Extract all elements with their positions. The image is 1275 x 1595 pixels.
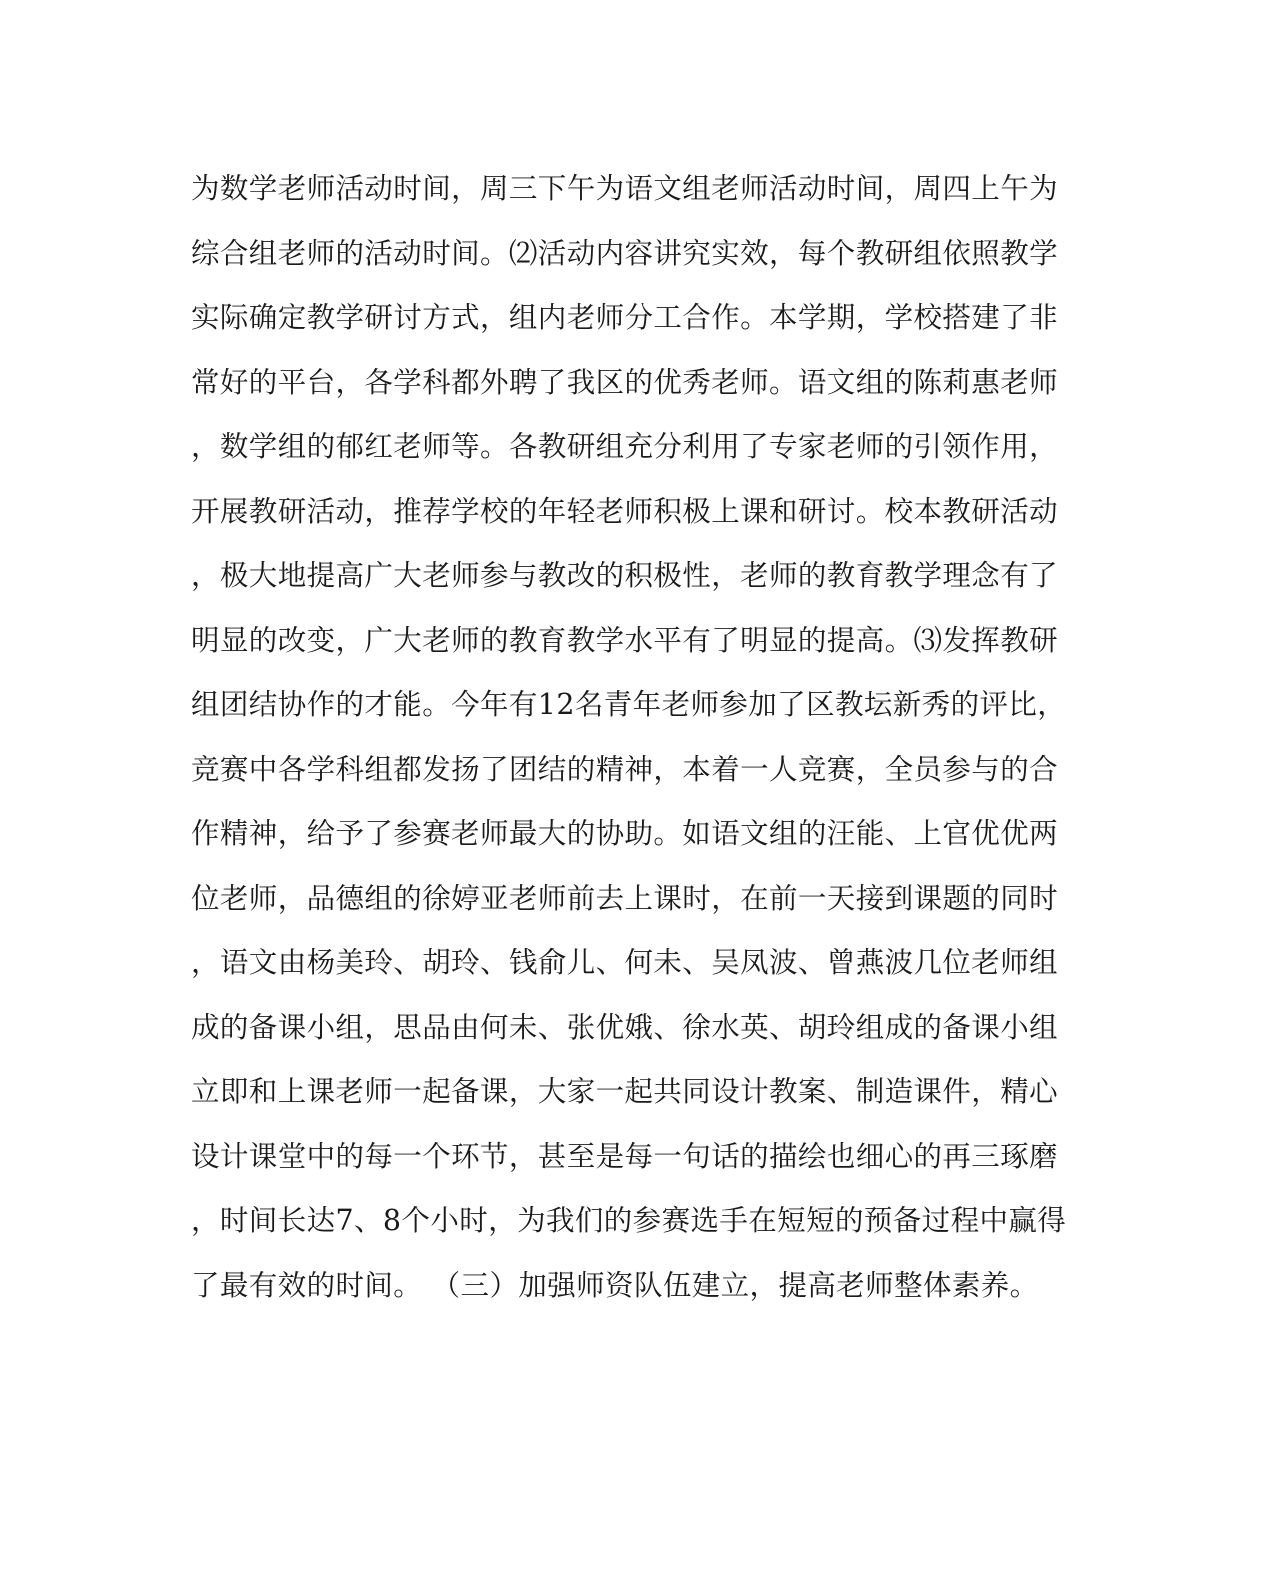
text-line: 常好的平台，各学科都外聘了我区的优秀老师。语文组的陈莉惠老师	[191, 365, 1059, 399]
text-line: 综合组老师的活动时间。⑵活动内容讲究实效，每个教研组依照教学	[191, 236, 1059, 270]
text-line: 竞赛中各学科组都发扬了团结的精神，本着一人竞赛，全员参与的合	[191, 752, 1059, 786]
text-line: 开展教研活动，推荐学校的年轻老师积极上课和研讨。校本教研活动	[191, 494, 1059, 528]
text-line: ，数学组的郁红老师等。各教研组充分利用了专家老师的引领作用，	[191, 430, 1059, 463]
text-line: 为数学老师活动时间，周三下午为语文组老师活动时间，周四上午为	[191, 172, 1059, 205]
body-text	[191, 157, 1067, 1318]
text-line: ，语文由杨美玲、胡玲、钱俞儿、何未、吴凤波、曾燕波几位老师组	[191, 946, 1059, 979]
text-line: 了最有效的时间。 （三）加强师资队伍建立，提高老师整体素养。	[191, 1268, 1039, 1302]
text-line: ，极大地提高广大老师参与教改的积极性，老师的教育教学理念有了	[191, 559, 1059, 592]
text-line: 作精神，给予了参赛老师最大的协助。如语文组的汪能、上官优优两	[191, 817, 1059, 850]
text-line: 成的备课小组，思品由何未、张优娥、徐水英、胡玲组成的备课小组	[191, 1010, 1059, 1044]
text-line: 设计课堂中的每一个环节，甚至是每一句话的描绘也细心的再三琢磨	[191, 1139, 1059, 1173]
text-line: 实际确定教学研讨方式，组内老师分工合作。本学期，学校搭建了非	[191, 301, 1059, 334]
text-line: 明显的改变，广大老师的教育教学水平有了明显的提高。⑶发挥教研	[191, 623, 1059, 657]
text-line: ，时间长达7、8个小时，为我们的参赛选手在短短的预备过程中赢得	[191, 1204, 1067, 1237]
text-line: 组团结协作的才能。今年有12名青年老师参加了区教坛新秀的评比，	[191, 688, 1067, 721]
text-line: 位老师，品德组的徐婷亚老师前去上课时，在前一天接到课题的同时	[191, 881, 1059, 915]
text-line: 立即和上课老师一起备课，大家一起共同设计教案、制造课件，精心	[191, 1075, 1059, 1108]
